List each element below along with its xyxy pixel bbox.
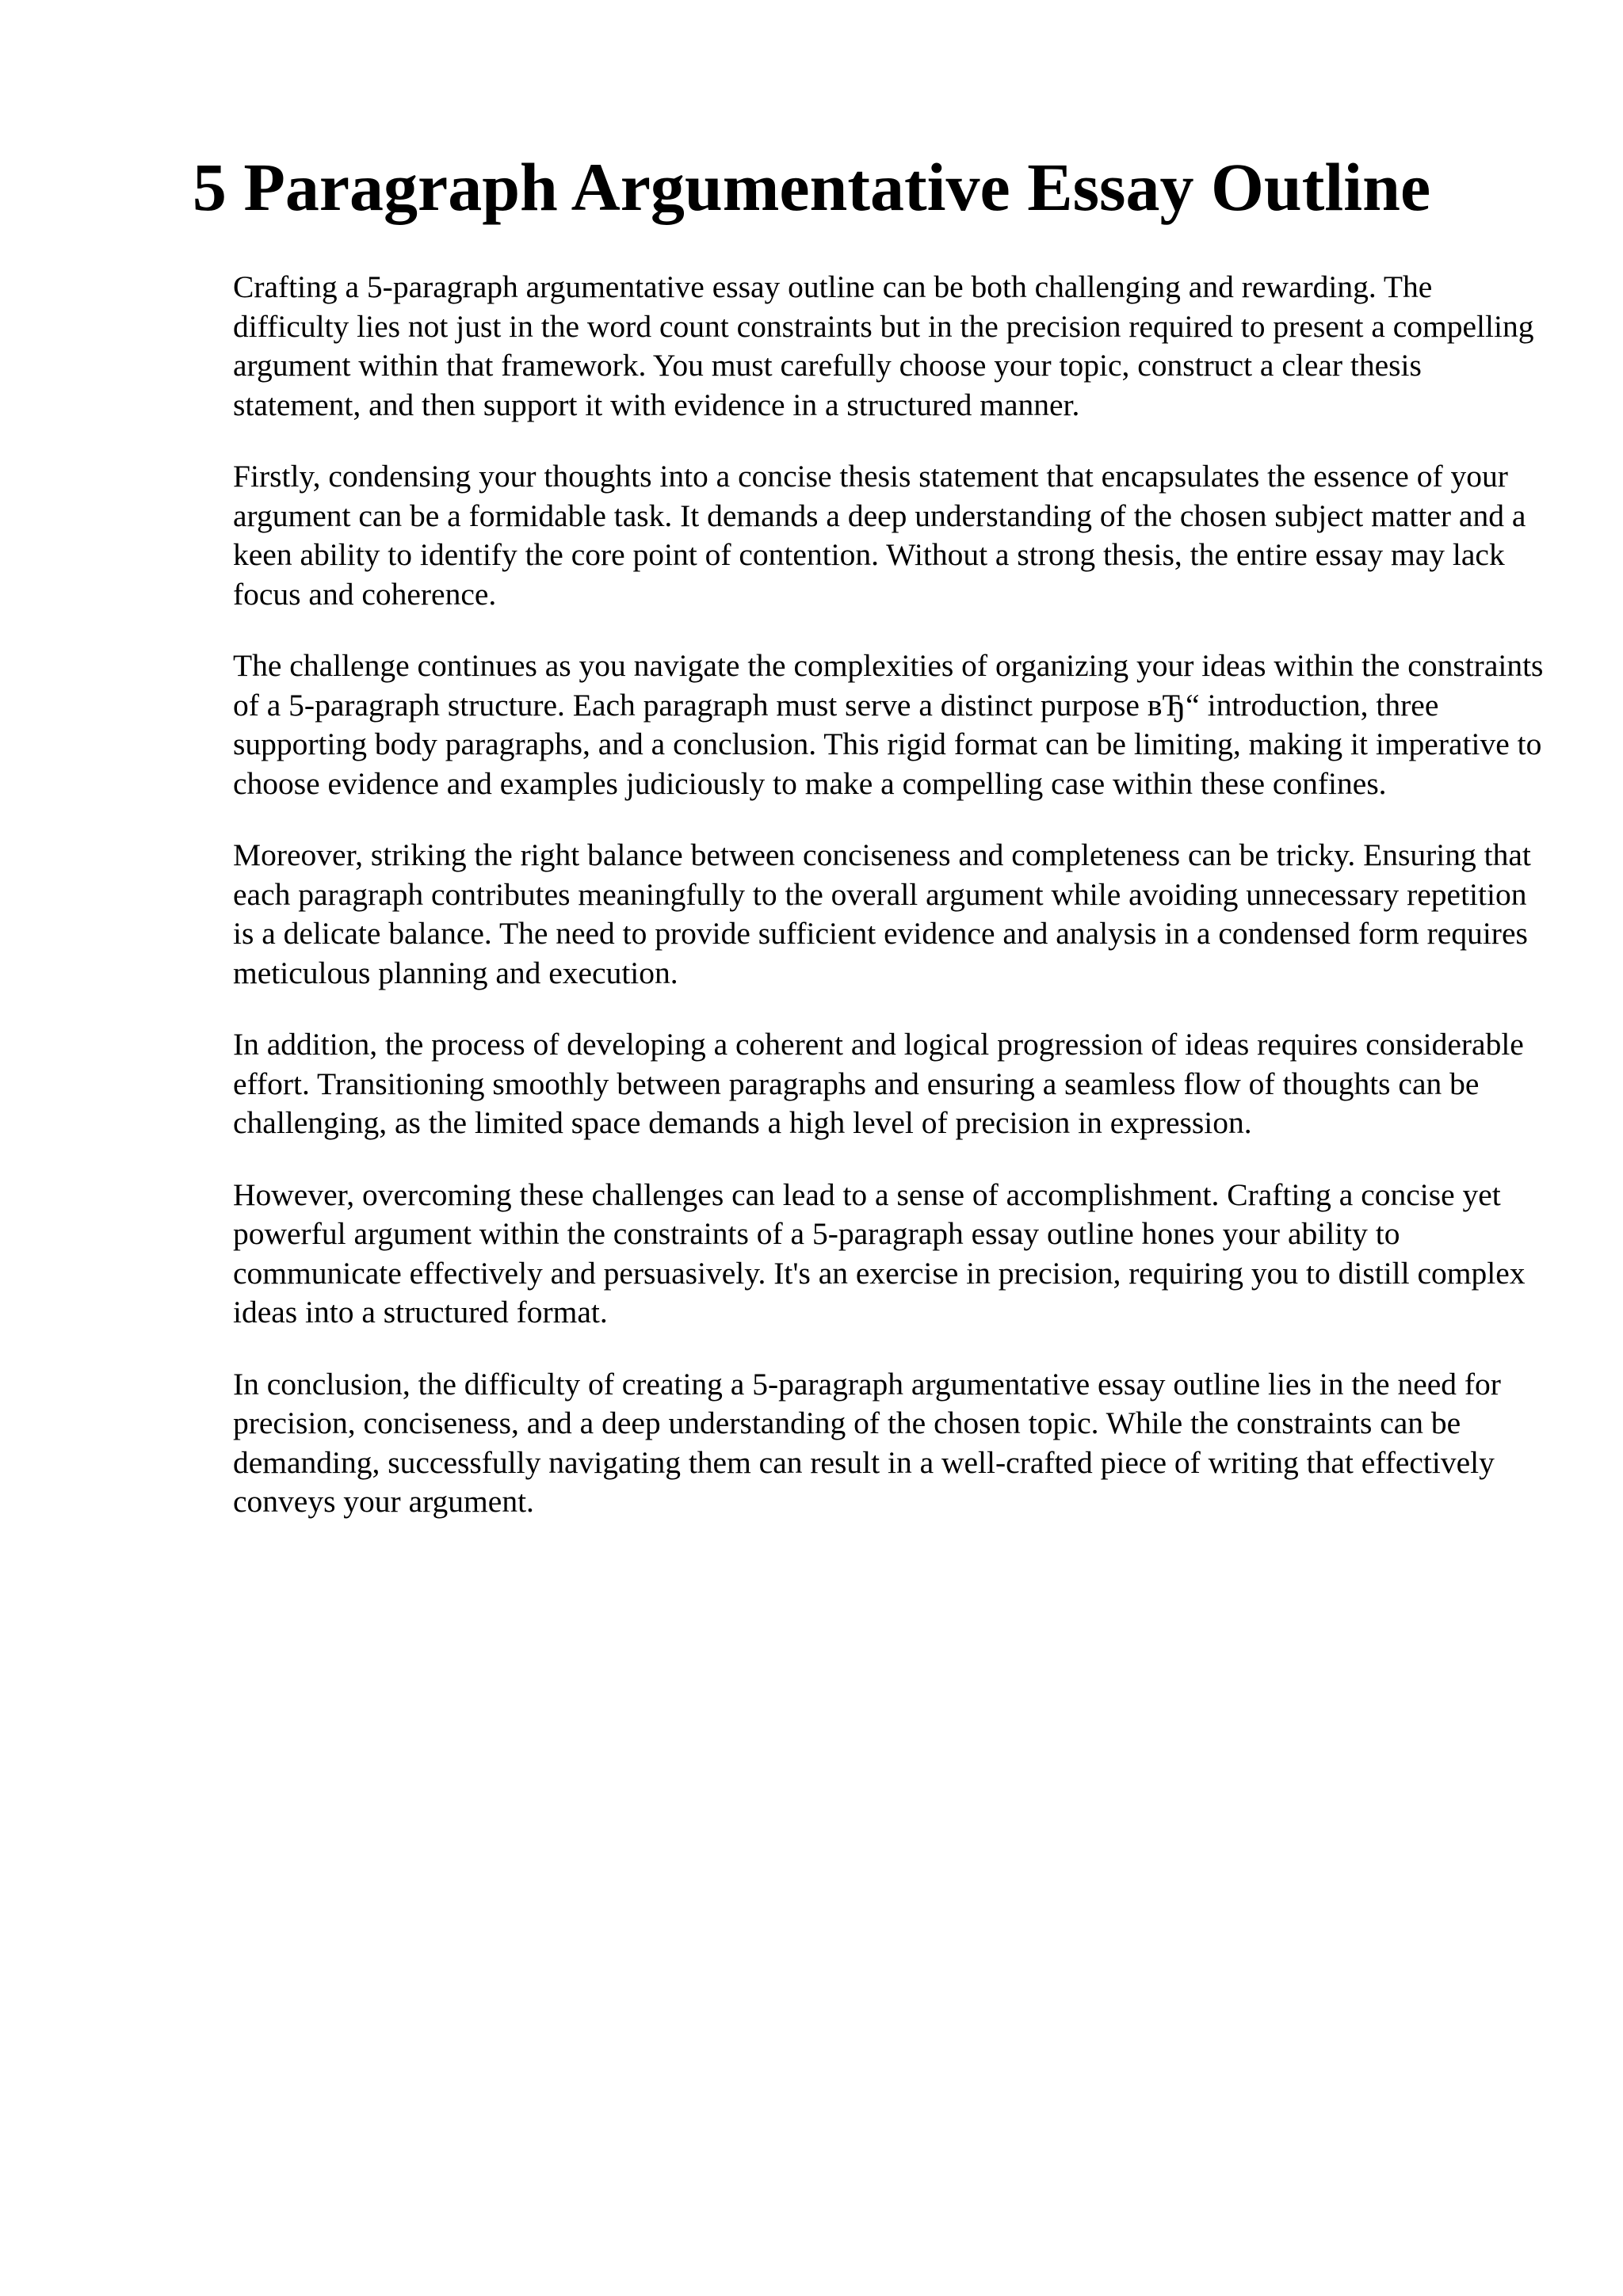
paragraph-3: The challenge continues as you navigate the complexities of organizing your ideas within the constraints of a 5-paragraph structure. Each paragraph must serve a distinct purpose вЂ“ introduction, three supporting body paragraphs, and a conclusion. This rigid format can be limiting, making it imperative to choose evidence and examples judiciously to make a compelling case within these confines. <box>233 648 1544 801</box>
document-title: 5 Paragraph Argumentative Essay Outline <box>192 149 1431 225</box>
paragraph-4: Moreover, striking the right balance between conciseness and completeness can be tricky. Ensuring that each paragraph contributes meaningfully to the overall argument while avoiding unnecessary repetition is a delicate balance. The need to provide sufficient evidence and analysis in a condensed form requires meticulous planning and execution. <box>233 837 1531 990</box>
paragraph-5: In addition, the process of developing a coherent and logical progression of ideas requires considerable effort. Transitioning smoothly between paragraphs and ensuring a seamless flow of thoughts can be challenging, as the limited space demands a high level of precision in expression. <box>233 1027 1524 1140</box>
paragraph-6: However, overcoming these challenges can lead to a sense of accomplishment. Crafting a concise yet powerful argument within the constraints of a 5-paragraph essay outline hones your ability to communicate effectively and persuasively. It's an exercise in precision, requiring you to distill complex ideas into a structured format. <box>233 1177 1526 1329</box>
paragraph-7: In conclusion, the difficulty of creating a 5-paragraph argumentative essay outline lies in the need for precision, conciseness, and a deep understanding of the chosen topic. While the constraints can be demanding, successfully navigating them can result in a well-crafted piece of writing that effectively conveys your argument. <box>233 1366 1501 1519</box>
paragraph-1: Crafting a 5-paragraph argumentative essay outline can be both challenging and rewarding. The difficulty lies not just in the word count constraints but in the precision required to present a compelling argument within that framework. You must carefully choose your topic, construct a clear thesis statement, and then support it with evidence in a structured manner. <box>233 269 1534 422</box>
document-body <box>233 268 1549 1554</box>
paragraph-2: Firstly, condensing your thoughts into a concise thesis statement that encapsulates the essence of your argument can be a formidable task. It demands a deep understanding of the chosen subject matter and a keen ability to identify the core point of contention. Without a strong thesis, the entire essay may lack focus and coherence. <box>233 459 1526 612</box>
